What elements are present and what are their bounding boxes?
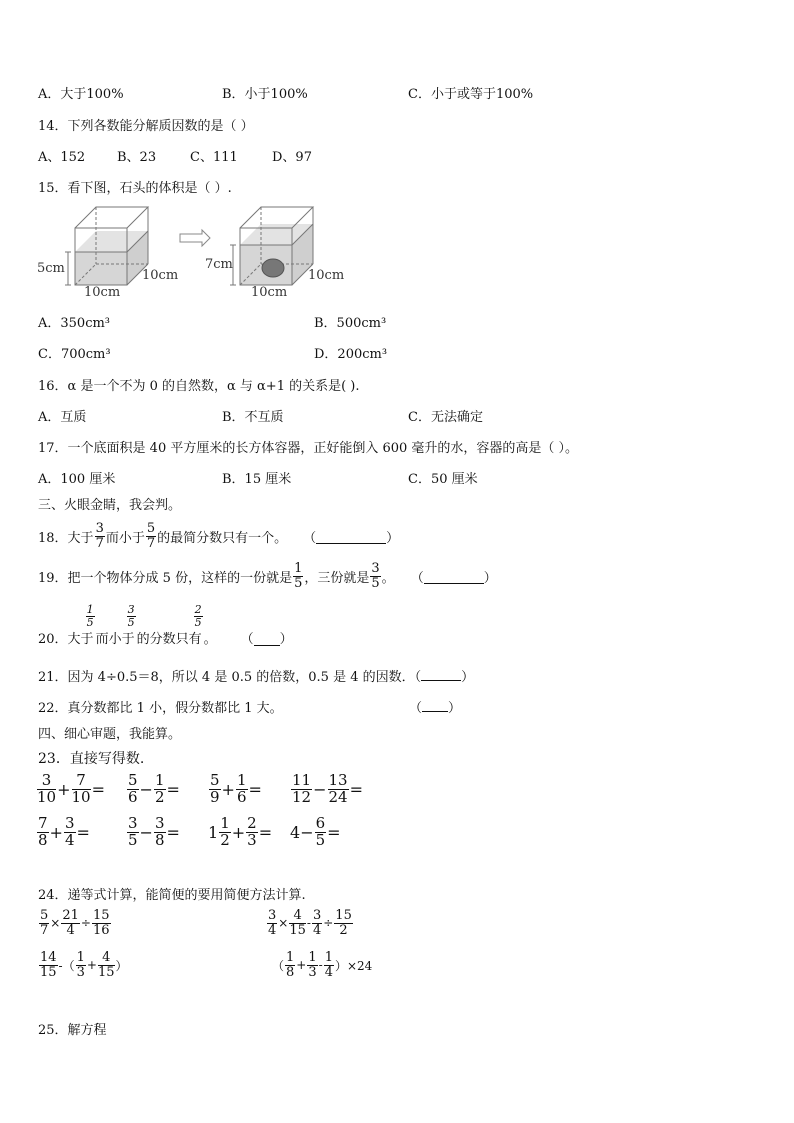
denominator: 5 bbox=[128, 830, 138, 849]
numerator: 2 bbox=[247, 814, 257, 832]
fraction bbox=[291, 773, 312, 806]
operator: + bbox=[49, 822, 63, 842]
denominator: 6 bbox=[236, 787, 247, 806]
denominator: 2 bbox=[154, 787, 165, 806]
fraction bbox=[39, 951, 58, 979]
operator: − bbox=[313, 779, 327, 799]
left-container bbox=[65, 207, 148, 285]
q20-number: 20． bbox=[38, 632, 68, 647]
operator: （ bbox=[272, 958, 285, 973]
fraction bbox=[39, 909, 49, 937]
stone-icon bbox=[262, 259, 284, 277]
q21-answer-blank[interactable] bbox=[421, 668, 461, 681]
fraction bbox=[236, 773, 248, 806]
operator: − bbox=[139, 822, 153, 842]
denominator: 7 bbox=[95, 535, 104, 551]
q20-text4: 。 bbox=[203, 632, 217, 647]
fraction bbox=[37, 773, 56, 806]
denominator: 3 bbox=[308, 964, 317, 980]
equals: = bbox=[258, 822, 273, 842]
numerator: 5 bbox=[40, 908, 49, 923]
denominator: 24 bbox=[328, 787, 348, 806]
q20-bracket-open: （ bbox=[240, 632, 254, 647]
equals: = bbox=[76, 822, 90, 842]
equals: = bbox=[166, 822, 180, 842]
denominator: 12 bbox=[292, 787, 312, 806]
q13-option-a: A．大于100% bbox=[38, 87, 124, 102]
operator: - bbox=[318, 958, 323, 973]
q23-item-3 bbox=[208, 773, 262, 806]
q24-expression-3 bbox=[38, 951, 128, 979]
numerator: 1 bbox=[86, 603, 94, 616]
operator: − bbox=[139, 779, 153, 799]
q23-item-4 bbox=[290, 773, 363, 806]
fraction bbox=[76, 951, 86, 979]
q19 bbox=[38, 558, 497, 594]
numerator: 1 bbox=[324, 950, 333, 965]
numerator: 3 bbox=[64, 814, 75, 832]
q15-option-c: C．700cm³ bbox=[38, 347, 111, 362]
left-height-label: 5cm bbox=[37, 261, 65, 276]
q20-text2: 而小于 bbox=[95, 632, 135, 647]
q22-bracket-open: （ bbox=[409, 701, 423, 716]
denominator: 7 bbox=[40, 922, 49, 938]
numerator: 1 bbox=[286, 950, 295, 965]
denominator: 8 bbox=[38, 830, 48, 849]
equals: = bbox=[91, 779, 105, 799]
q17-option-c: C．50 厘米 bbox=[408, 472, 478, 487]
q18-text3: 的最简分数只有一个。 bbox=[157, 530, 288, 546]
q23-item-6 bbox=[126, 816, 180, 849]
q18-bracket-open: （ bbox=[303, 530, 317, 546]
numerator: 7 bbox=[38, 814, 48, 832]
q22-text: 22．真分数都比 1 小，假分数都比 1 大。 bbox=[38, 701, 283, 716]
q13-option-b: B．小于100% bbox=[222, 87, 308, 102]
numerator: 4 bbox=[98, 951, 115, 966]
numerator: 1 bbox=[154, 771, 165, 789]
q18-number: 18． bbox=[38, 530, 68, 546]
q18-text2: 而小于 bbox=[105, 530, 145, 546]
numerator: 3 bbox=[268, 908, 277, 923]
q14-option-b: B、23 bbox=[117, 150, 157, 165]
right-width-label: 10cm bbox=[251, 285, 288, 300]
numerator: 3 bbox=[154, 814, 165, 832]
q20-answer-blank[interactable] bbox=[254, 631, 280, 646]
q19-text3: 。 bbox=[381, 570, 395, 586]
denominator: 6 bbox=[128, 787, 138, 806]
fraction bbox=[315, 816, 327, 849]
denominator: 9 bbox=[210, 787, 220, 806]
fraction bbox=[64, 816, 76, 849]
denominator: 3 bbox=[247, 830, 257, 849]
q22-bracket-close: ） bbox=[448, 701, 462, 716]
numerator: 1 bbox=[76, 950, 85, 965]
q19-bracket-open: （ bbox=[410, 570, 424, 586]
fraction bbox=[312, 909, 322, 937]
operator: + bbox=[57, 779, 71, 799]
q19-text1: 把一个物体分成 5 份，这样的一份就是 bbox=[67, 570, 293, 586]
q20-text1: 大于 bbox=[67, 632, 94, 647]
right-depth-label: 10cm bbox=[308, 268, 345, 283]
q18 bbox=[38, 518, 399, 554]
numerator: 3 bbox=[371, 560, 380, 576]
whole-number: 4 bbox=[290, 822, 301, 842]
q18-bracket-close: ） bbox=[386, 530, 400, 546]
q13-option-c: C．小于或等于100% bbox=[408, 87, 534, 102]
q21-text: 21．因为 4÷0.5＝8，所以 4 是 0.5 的倍数，0.5 是 4 的因数． bbox=[38, 670, 415, 685]
q14-stem: 14．下列各数能分解质因数的是（ ） bbox=[38, 119, 254, 134]
numerator: 5 bbox=[146, 520, 156, 536]
numerator: 21 bbox=[62, 908, 79, 923]
numerator: 3 bbox=[95, 520, 104, 536]
q17-stem: 17．一个底面积是 40 平方厘米的长方体容器，正好能倒入 600 毫升的水，容器的高是（ ）。 bbox=[38, 441, 579, 456]
denominator: 16 bbox=[92, 922, 110, 938]
fraction bbox=[334, 909, 353, 937]
fraction bbox=[127, 816, 139, 849]
numerator: 3 bbox=[127, 603, 135, 616]
left-depth-label: 10cm bbox=[142, 268, 179, 283]
whole-number: 1 bbox=[208, 822, 219, 842]
q16-option-b: B．不互质 bbox=[222, 410, 284, 425]
q19-number: 19． bbox=[38, 570, 68, 586]
fraction bbox=[285, 951, 295, 979]
q15-option-a: A．350cm³ bbox=[38, 316, 111, 331]
q18-text1: 大于 bbox=[67, 530, 94, 546]
numerator: 1 bbox=[294, 560, 303, 576]
numerator: 4 bbox=[289, 909, 306, 924]
q21-bracket-open: （ bbox=[414, 670, 422, 685]
q19-fraction-2 bbox=[370, 562, 380, 590]
fraction bbox=[307, 951, 317, 979]
q20-bracket-close: ） bbox=[279, 632, 293, 647]
q19-bracket-close: ） bbox=[483, 570, 497, 586]
operator: × bbox=[278, 916, 289, 931]
q20-text3: 的分数只有 bbox=[136, 632, 202, 647]
numerator: 15 bbox=[335, 908, 352, 923]
q24-expression-2 bbox=[266, 909, 354, 937]
equals: = bbox=[166, 779, 180, 799]
q20-fraction-1 bbox=[86, 604, 95, 628]
denominator: 2 bbox=[220, 830, 230, 849]
q21-bracket-close: ） bbox=[461, 670, 475, 685]
q15-option-d: D．200cm³ bbox=[314, 347, 388, 362]
denominator: 4 bbox=[324, 964, 333, 980]
numerator: 15 bbox=[92, 908, 110, 923]
fraction bbox=[92, 909, 111, 937]
denominator: 5 bbox=[127, 615, 135, 629]
operator: + bbox=[231, 822, 246, 842]
q20-fraction-2 bbox=[127, 604, 136, 628]
fraction bbox=[72, 773, 91, 806]
fraction bbox=[98, 951, 115, 979]
denominator: 5 bbox=[315, 830, 326, 849]
fraction bbox=[127, 773, 139, 806]
q22-answer bbox=[409, 697, 461, 716]
arrow-icon bbox=[180, 230, 210, 246]
fraction bbox=[154, 773, 166, 806]
operator: − bbox=[300, 822, 314, 842]
denominator: 4 bbox=[64, 830, 75, 849]
q15-stem: 15．看下图，石头的体积是（ ）. bbox=[38, 181, 232, 196]
numerator: 13 bbox=[328, 771, 348, 789]
q22-answer-blank[interactable] bbox=[422, 699, 448, 712]
q16-stem: 16．α 是一个不为 0 的自然数，α 与 α+1 的关系是( ). bbox=[38, 379, 360, 394]
q14-option-a: A、152 bbox=[38, 150, 86, 165]
numerator: 6 bbox=[315, 814, 326, 832]
numerator: 3 bbox=[37, 773, 56, 790]
fraction bbox=[267, 909, 277, 937]
q24-stem: 24．递等式计算，能简便的要用简便方法计算. bbox=[38, 888, 306, 903]
denominator: 8 bbox=[286, 964, 295, 980]
denominator: 3 bbox=[76, 964, 85, 980]
q18-answer-blank[interactable] bbox=[316, 529, 386, 544]
numerator: 2 bbox=[194, 603, 202, 616]
q23-item-8 bbox=[290, 816, 341, 849]
q18-fraction-2 bbox=[146, 522, 156, 550]
fraction bbox=[246, 816, 258, 849]
q18-fraction-1 bbox=[95, 522, 105, 550]
equals: = bbox=[349, 779, 363, 799]
q19-fraction-1 bbox=[293, 562, 303, 590]
operator: ） bbox=[115, 958, 128, 973]
numerator: 5 bbox=[210, 771, 220, 789]
denominator: 15 bbox=[289, 922, 306, 938]
q19-text2: ，三份就是 bbox=[304, 570, 370, 586]
q23-stem: 23．直接写得数. bbox=[38, 751, 145, 767]
operator: ÷ bbox=[80, 916, 91, 931]
operator: + bbox=[296, 958, 307, 973]
denominator: 4 bbox=[312, 922, 322, 938]
operator: -（ bbox=[58, 958, 75, 973]
operator: + bbox=[221, 779, 235, 799]
q16-option-c: C．无法确定 bbox=[408, 410, 483, 425]
fraction bbox=[289, 909, 306, 937]
numerator: 11 bbox=[292, 771, 312, 789]
denominator: 15 bbox=[40, 964, 57, 980]
q24-expression-1 bbox=[38, 909, 112, 937]
left-width-label: 10cm bbox=[84, 285, 121, 300]
right-height-label: 7cm bbox=[205, 257, 233, 272]
numerator: 3 bbox=[312, 908, 322, 923]
numerator: 14 bbox=[40, 950, 57, 965]
q14-option-c: C、111 bbox=[190, 150, 238, 165]
q17-option-a: A．100 厘米 bbox=[38, 472, 116, 487]
numerator: 1 bbox=[308, 950, 317, 965]
q25-stem: 25．解方程 bbox=[38, 1023, 107, 1038]
section3-title: 三、火眼金睛，我会判。 bbox=[38, 498, 182, 513]
denominator: 10 bbox=[37, 787, 57, 806]
q16-option-a: A．互质 bbox=[38, 410, 87, 425]
denominator: 4 bbox=[66, 922, 75, 938]
numerator: 1 bbox=[236, 771, 247, 789]
q24-expression-4 bbox=[272, 951, 372, 979]
fraction bbox=[219, 816, 231, 849]
fraction bbox=[328, 773, 349, 806]
numerator: 5 bbox=[128, 771, 138, 789]
q20-fraction-3 bbox=[194, 604, 203, 628]
operator: × bbox=[50, 916, 61, 931]
numerator: 1 bbox=[220, 814, 230, 832]
fraction bbox=[209, 773, 221, 806]
equals: = bbox=[248, 779, 262, 799]
section4-title: 四、细心审题，我能算。 bbox=[38, 727, 182, 742]
denominator: 15 bbox=[97, 964, 115, 980]
numerator: 7 bbox=[72, 773, 91, 790]
operator: ÷ bbox=[323, 916, 334, 931]
q23-item-5 bbox=[36, 816, 90, 849]
equals: = bbox=[327, 822, 341, 842]
q17-option-b: B．15 厘米 bbox=[222, 472, 292, 487]
numerator: 3 bbox=[128, 814, 138, 832]
denominator: 10 bbox=[71, 787, 91, 806]
operator: + bbox=[86, 958, 97, 973]
q15-option-b: B．500cm³ bbox=[314, 316, 387, 331]
operator: ）×24 bbox=[334, 958, 373, 973]
fraction bbox=[154, 816, 166, 849]
fraction bbox=[324, 951, 334, 979]
q15-figure bbox=[30, 200, 360, 305]
operator: - bbox=[306, 916, 311, 931]
q21 bbox=[38, 666, 474, 685]
q23-item-7 bbox=[208, 816, 272, 849]
denominator: 5 bbox=[371, 575, 380, 591]
denominator: 5 bbox=[294, 575, 303, 591]
fraction bbox=[37, 816, 49, 849]
q14-option-d: D、97 bbox=[272, 150, 312, 165]
q20 bbox=[38, 604, 293, 650]
denominator: 5 bbox=[194, 615, 202, 629]
q23-item-1 bbox=[36, 773, 105, 806]
denominator: 7 bbox=[146, 535, 156, 551]
denominator: 5 bbox=[86, 615, 94, 629]
cube-diagram bbox=[30, 200, 360, 305]
fraction bbox=[61, 909, 80, 937]
denominator: 4 bbox=[268, 922, 277, 938]
denominator: 8 bbox=[154, 830, 165, 849]
q23-item-2 bbox=[126, 773, 180, 806]
denominator: 2 bbox=[339, 922, 348, 938]
q19-answer-blank[interactable] bbox=[424, 569, 484, 584]
